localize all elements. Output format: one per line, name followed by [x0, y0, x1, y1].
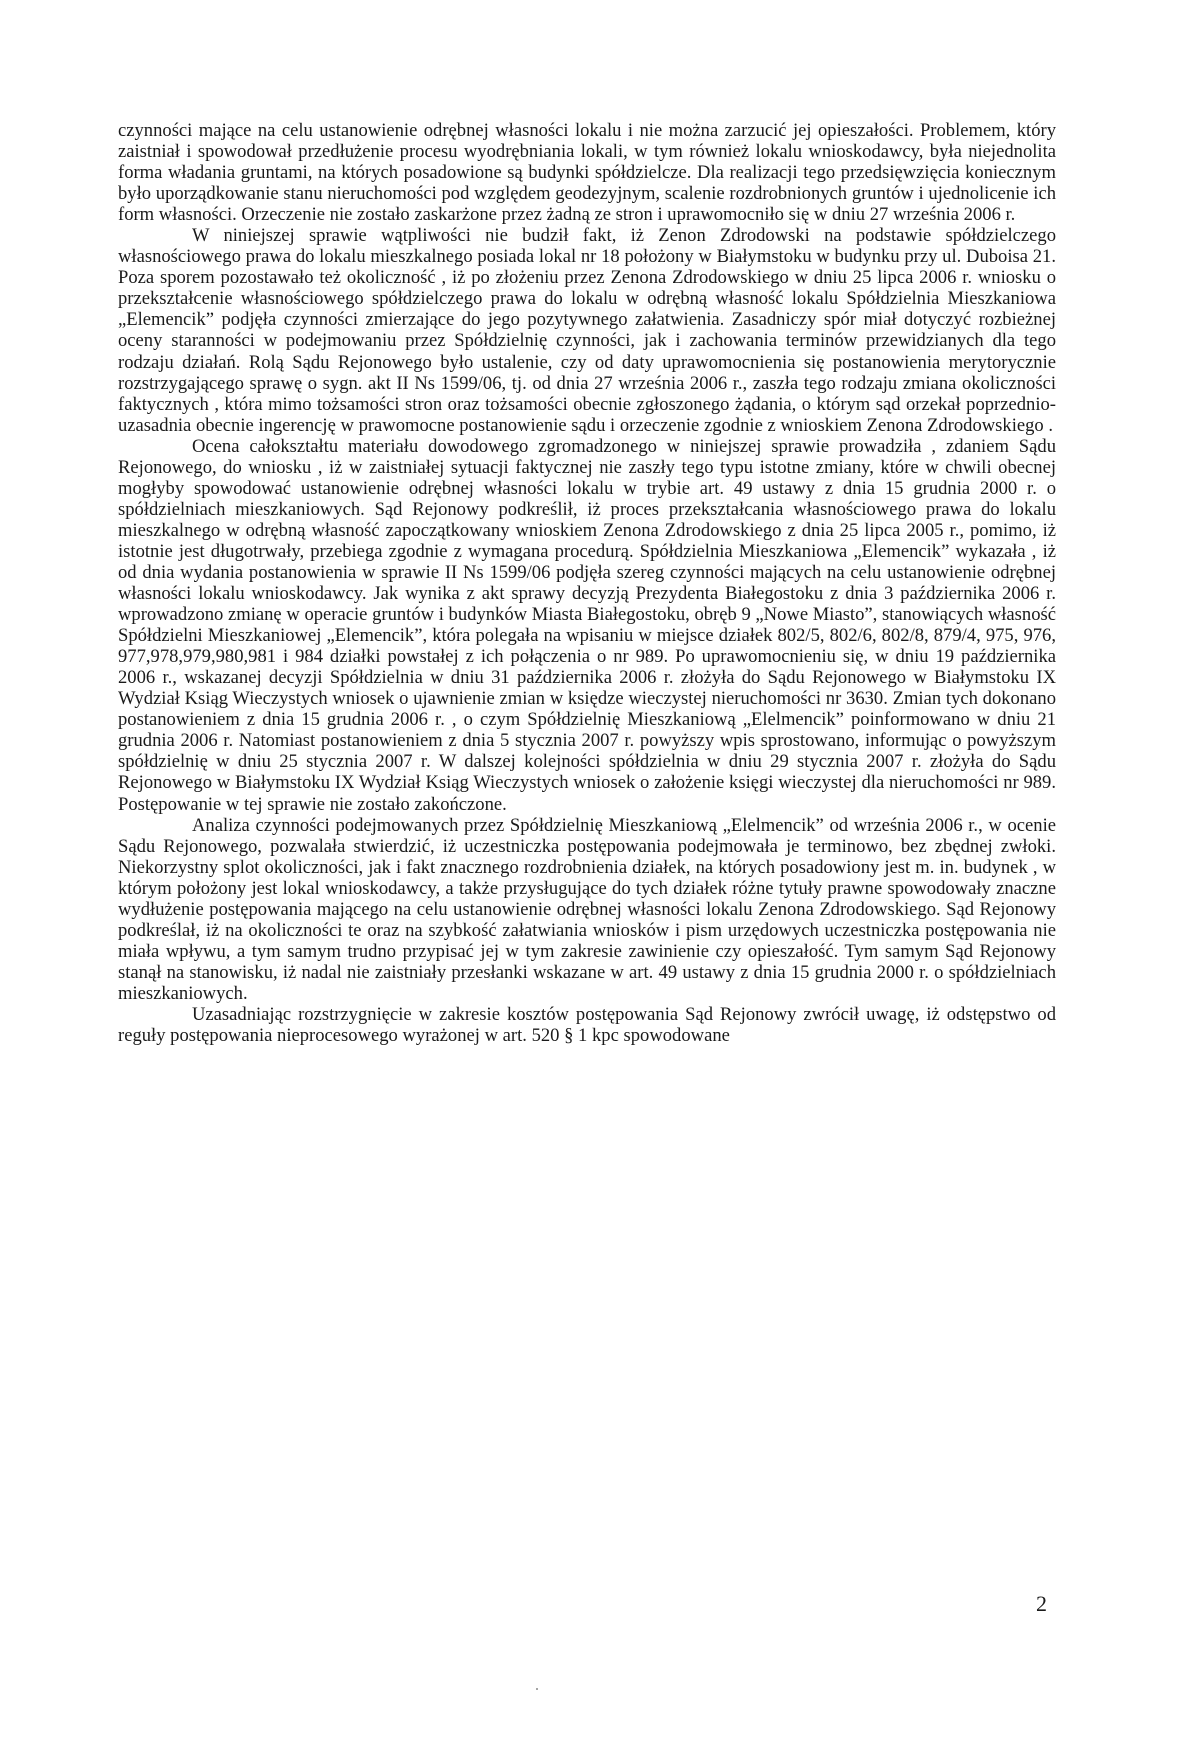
scan-speck: [536, 1688, 538, 1690]
page-number: 2: [1036, 1591, 1047, 1616]
document-body: [118, 120, 1056, 1046]
paragraph-facts: W niniejszej sprawie wątpliwości nie budził fakt, iż Zenon Zdrodowski na podstawie spółdzielczego własnościowego prawa do lokalu mieszkalnego posiada lokal nr 18 położony w Białymstoku w budynku przy ul. Duboisa 21. Poza sporem pozostawało też okoliczność , iż po złożeniu przez Zenona Zdrodowskiego w dniu 25 lipca 2006 r. wniosku o przekształcenie własnościowego spółdzielczego prawa do lokalu w odrębną własność lokalu Spółdzielnia Mieszkaniowa „Elemencik” podjęła czynności zmierzające do jego pozytywnego załatwienia. Zasadniczy spór miał dotyczyć rozbieżnej oceny staranności w podejmowaniu przez Spółdzielnię czynności, jak i zachowania terminów przewidzianych dla tego rodzaju działań. Rolą Sądu Rejonowego było ustalenie, czy od daty uprawomocnienia się postanowienia merytorycznie rozstrzygającego sprawę o sygn. akt II Ns 1599/06, tj. od dnia 27 września 2006 r., zaszła tego rodzaju zmiana okoliczności faktycznych , która mimo tożsamości stron oraz tożsamości obecnie zgłoszonego żądania, o którym sąd orzekał poprzednio- uzasadnia obecnie ingerencję w prawomocne postanowienie sądu i orzeczenie zgodnie z wnioskiem Zenona Zdrodowskiego .: [118, 225, 1056, 436]
paragraph-evidence-assessment: Ocena całokształtu materiału dowodowego zgromadzonego w niniejszej sprawie prowadziła , zdaniem Sądu Rejonowego, do wniosku , iż w zaistniałej sytuacji faktycznej nie zaszły tego typu istotne zmiany, które w chwili obecnej mogłyby spowodować ustanowienie odrębnej własności lokalu w trybie art. 49 ustawy z dnia 15 grudnia 2000 r. o spółdzielniach mieszkaniowych. Sąd Rejonowy podkreślił, iż proces przekształcania własnościowego prawa do lokalu mieszkalnego w odrębną własność zapoczątkowany wnioskiem Zenona Zdrodowskiego z dnia 25 lipca 2005 r., pomimo, iż istotnie jest długotrwały, przebiega zgodnie z wymagana procedurą. Spółdzielnia Mieszkaniowa „Elemencik” wykazała , iż od dnia wydania postanowienia w sprawie II Ns 1599/06 podjęła szereg czynności mających na celu ustanowienie odrębnej własności lokalu wnioskodawcy. Jak wynika z akt sprawy decyzją Prezydenta Białegostoku z dnia 3 października 2006 r. wprowadzono zmianę w operacie gruntów i budynków Miasta Białegostoku, obręb 9 „Nowe Miasto”, stanowiących własność Spółdzielni Mieszkaniowej „Elemencik”, która polegała na wpisaniu w miejsce działek 802/5, 802/6, 802/8, 879/4, 975, 976, 977,978,979,980,981 i 984 działki powstałej z ich połączenia o nr 989. Po uprawomocnieniu się, w dniu 19 października 2006 r., wskazanej decyzji Spółdzielnia w dniu 31 października 2006 r. złożyła do Sądu Rejonowego w Białymstoku IX Wydział Ksiąg Wieczystych wniosek o ujawnienie zmian w księdze wieczystej nieruchomości nr 3630. Zmian tych dokonano postanowieniem z dnia 15 grudnia 2006 r. , o czym Spółdzielnię Mieszkaniową „Elelmencik” poinformowano w dniu 21 grudnia 2006 r. Natomiast postanowieniem z dnia 5 stycznia 2007 r. powyższy wpis sprostowano, informując o powyższym spółdzielnię w dniu 25 stycznia 2007 r. W dalszej kolejności spółdzielnia w dniu 29 stycznia 2007 r. złożyła do Sądu Rejonowego w Białymstoku IX Wydział Ksiąg Wieczystych wniosek o założenie księgi wieczystej dla nieruchomości nr 989. Postępowanie w tej sprawie nie zostało zakończone.: [118, 435, 1056, 815]
paragraph-costs: Uzasadniając rozstrzygnięcie w zakresie kosztów postępowania Sąd Rejonowy zwrócił uwagę, iż odstępstwo od reguły postępowania nieprocesowego wyrażonej w art. 520 § 1 kpc spowodowane: [118, 1003, 1056, 1047]
paragraph-continuation: czynności mające na celu ustanowienie odrębnej własności lokalu i nie można zarzucić jej opieszałości. Problemem, który zaistniał i spowodował przedłużenie procesu wyodrębniania lokali, w tym również lokalu wnioskodawcy, była niejednolita forma władania gruntami, na których posadowione są budynki spółdzielcze. Dla realizacji tego przedsięwzięcia koniecznym było uporządkowanie stanu nieruchomości pod względem geodezyjnym, scalenie rozdrobnionych gruntów i ujednolicenie ich form własności. Orzeczenie nie zostało zaskarżone przez żadną ze stron i uprawomocniło się w dniu 27 września 2006 r.: [118, 120, 1056, 226]
paragraph-analysis: Analiza czynności podejmowanych przez Spółdzielnię Mieszkaniową „Elelmencik” od września 2006 r., w ocenie Sądu Rejonowego, pozwalała stwierdzić, iż uczestniczka postępowania podejmowała je terminowo, bez zbędnej zwłoki. Niekorzystny splot okoliczności, jak i fakt znacznego rozdrobnienia działek, na których posadowiony jest m. in. budynek , w którym położony jest lokal wnioskodawcy, a także przysługujące do tych działek różne tytuły prawne spowodowały znaczne wydłużenie postępowania mającego na celu ustanowienie odrębnej własności lokalu Zenona Zdrodowskiego. Sąd Rejonowy podkreślał, iż na okoliczności te oraz na szybkość załatwiania wniosków i pism urzędowych uczestniczka postępowania nie miała wpływu, a tym samym trudno przypisać jej w tym zakresie zawinienie czy opieszałość. Tym samym Sąd Rejonowy stanął na stanowisku, iż nadal nie zaistniały przesłanki wskazane w art. 49 ustawy z dnia 15 grudnia 2000 r. o spółdzielniach mieszkaniowych.: [118, 814, 1056, 1004]
